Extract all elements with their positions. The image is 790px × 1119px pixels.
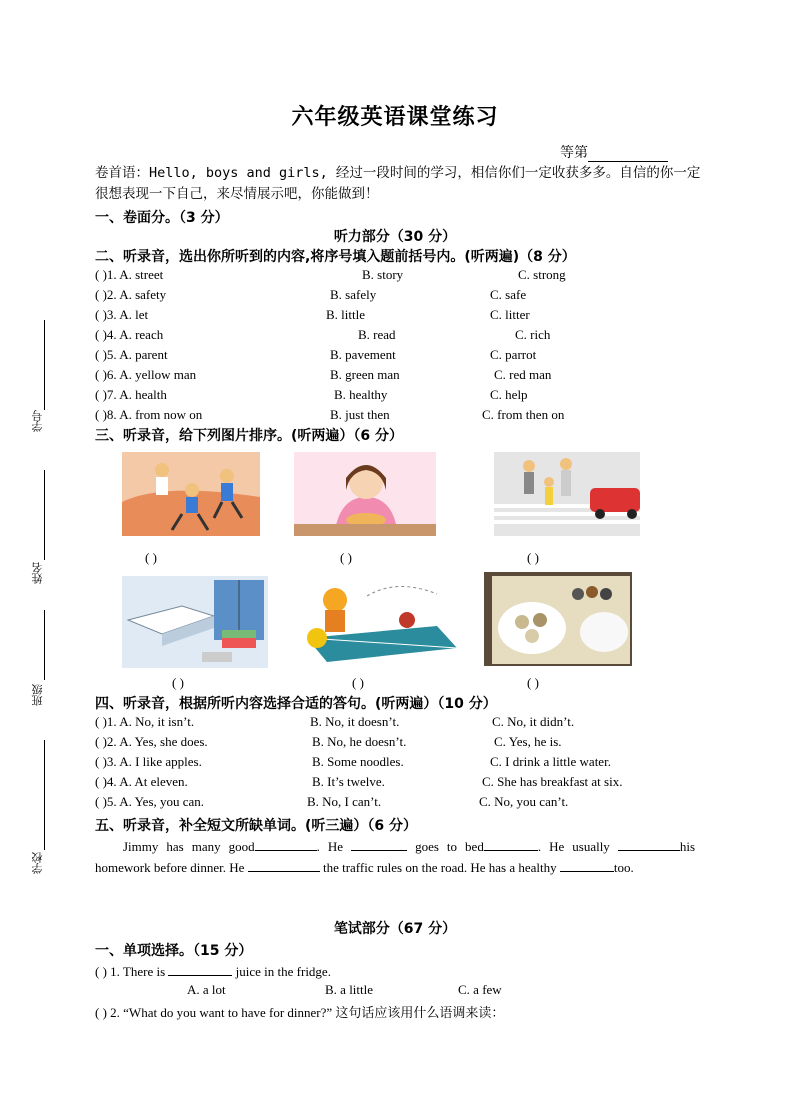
picture-6-answer[interactable]: ( ) xyxy=(527,675,539,690)
sec2-item-8-stem: ( )8. A. from now on xyxy=(95,407,203,422)
listening-title: 听力部分（30 分） xyxy=(333,229,457,245)
crosswalk-image xyxy=(494,452,640,536)
section-1-heading: 一、卷面分。（3 分） xyxy=(95,210,229,226)
question-1-option-c[interactable]: C. a few xyxy=(458,982,502,997)
sec2-item-3-option-b[interactable]: B. little xyxy=(326,307,365,322)
sec2-item-5-option-c[interactable]: C. parrot xyxy=(490,347,537,362)
sec2-item-7-option-b[interactable]: B. healthy xyxy=(334,387,388,402)
sec2-item-4-option-b[interactable]: B. read xyxy=(358,327,396,342)
picture-2-answer[interactable]: ( ) xyxy=(340,550,352,565)
sec2-item-2-stem: ( )2. A. safety xyxy=(95,287,167,302)
ping-pong-image xyxy=(287,576,461,668)
sec4-item-3-stem: ( )3. A. I like apples. xyxy=(95,754,202,769)
cloze-text-5: his homework before dinner. He xyxy=(95,839,695,875)
cloze-text-4: . He usually xyxy=(537,839,610,854)
cloze-text-6: the traffic rules on the road. He has a healthy xyxy=(322,860,557,875)
sec2-item-6-option-b[interactable]: B. green man xyxy=(330,367,400,382)
sec2-item-2-option-b[interactable]: B. safely xyxy=(330,287,377,302)
sec4-item-4-option-b[interactable]: B. It’s twelve. xyxy=(312,774,385,789)
side-label-school: 学校 xyxy=(31,852,44,874)
girl-eating-noodles-image xyxy=(294,452,436,536)
sec2-item-7-stem: ( )7. A. health xyxy=(95,387,167,402)
running-kids-image xyxy=(122,452,260,536)
sec4-item-1-option-b[interactable]: B. No, it doesn’t. xyxy=(310,714,400,729)
picture-3-answer[interactable]: ( ) xyxy=(527,550,539,565)
side-label-class: 班级 xyxy=(31,684,44,706)
picture-4-answer[interactable]: ( ) xyxy=(172,675,184,690)
intro-text: 卷首语：Hello, boys and girls, 经过一段时间的学习，相信你们一定收获多多。自信的你一定很想表现一下自己，来尽情展示吧，你能做到！ xyxy=(95,165,701,202)
sec2-item-2-option-c[interactable]: C. safe xyxy=(490,287,527,302)
sec2-item-6-stem: ( )6. A. yellow man xyxy=(95,367,197,382)
sec2-item-7-option-c[interactable]: C. help xyxy=(490,387,528,402)
cloze-text-1: Jimmy has many good xyxy=(123,839,255,854)
picture-1-answer[interactable]: ( ) xyxy=(145,550,157,565)
picture-5-answer[interactable]: ( ) xyxy=(352,675,364,690)
cloze-text-2: . He xyxy=(316,839,344,854)
question-1-option-a[interactable]: A. a lot xyxy=(187,982,226,997)
sec4-item-1-option-c[interactable]: C. No, it didn’t. xyxy=(492,714,575,729)
question-1-blank[interactable] xyxy=(168,962,232,976)
sec4-item-1-stem: ( )1. A. No, it isn’t. xyxy=(95,714,195,729)
cloze-blank-3[interactable] xyxy=(484,837,538,851)
sec2-item-5-stem: ( )5. A. parent xyxy=(95,347,168,362)
sec4-item-4-stem: ( )4. A. At eleven. xyxy=(95,774,188,789)
sec2-item-1-stem: ( )1. A. street xyxy=(95,267,164,282)
sec2-item-5-option-b[interactable]: B. pavement xyxy=(330,347,396,362)
sec2-item-3-option-c[interactable]: C. litter xyxy=(490,307,530,322)
sec2-item-4-option-c[interactable]: C. rich xyxy=(515,327,551,342)
sec2-item-1-option-b[interactable]: B. story xyxy=(362,267,404,282)
written-title: 笔试部分（67 分） xyxy=(333,921,457,937)
question-2: ( ) 2. “What do you want to have for dinner?” 这句话应该用什么语调来读： xyxy=(95,1005,505,1020)
food-plates-image xyxy=(484,572,632,666)
cloze-blank-5[interactable] xyxy=(248,858,320,872)
sec4-item-2-option-c[interactable]: C. Yes, he is. xyxy=(494,734,562,749)
sec4-item-5-stem: ( )5. A. Yes, you can. xyxy=(95,794,205,809)
section-6-heading: 一、单项选择。（15 分） xyxy=(95,943,253,959)
cloze-blank-6[interactable] xyxy=(560,858,614,872)
bedroom-image xyxy=(122,576,268,668)
sec2-item-4-stem: ( )4. A. reach xyxy=(95,327,164,342)
grade-label: 等第 xyxy=(560,145,588,161)
sec2-item-1-option-c[interactable]: C. strong xyxy=(518,267,566,282)
sec2-item-8-option-b[interactable]: B. just then xyxy=(330,407,390,422)
sec4-item-3-option-c[interactable]: C. I drink a little water. xyxy=(490,754,611,769)
cloze-blank-1[interactable] xyxy=(255,837,317,851)
grade-blank[interactable] xyxy=(588,147,668,162)
sec4-item-2-option-b[interactable]: B. No, he doesn’t. xyxy=(312,734,407,749)
side-label-name: 姓名 xyxy=(31,562,44,584)
question-1-rest: juice in the fridge. xyxy=(235,964,331,979)
section-5-heading: 五、听录音，补全短文所缺单词。(听三遍）（6 分） xyxy=(95,818,418,834)
side-label-number: 学号 xyxy=(31,410,44,432)
section-2-heading: 二、听录音，选出你所听到的内容,将序号填入题前括号内。(听两遍)（8 分） xyxy=(95,249,576,265)
cloze-blank-4[interactable] xyxy=(618,837,680,851)
sec4-item-5-option-c[interactable]: C. No, you can’t. xyxy=(479,794,569,809)
question-1 xyxy=(95,962,331,980)
page-title: 六年级英语课堂练习 xyxy=(291,105,499,130)
sec4-item-5-option-b[interactable]: B. No, I can’t. xyxy=(307,794,382,809)
sec4-item-2-stem: ( )2. A. Yes, she does. xyxy=(95,734,208,749)
section-4-heading: 四、听录音，根据所听内容选择合适的答句。(听两遍）（10 分） xyxy=(95,696,497,712)
question-1-option-b[interactable]: B. a little xyxy=(325,982,374,997)
sec2-item-8-option-c[interactable]: C. from then on xyxy=(482,407,565,422)
question-1-stem: ( ) 1. There is xyxy=(95,964,166,979)
sec2-item-3-stem: ( )3. A. let xyxy=(95,307,149,322)
sec4-item-4-option-c[interactable]: C. She has breakfast at six. xyxy=(482,774,623,789)
cloze-text-3: goes to bed xyxy=(415,839,484,854)
grade-field xyxy=(560,142,668,162)
section-3-heading: 三、听录音，给下列图片排序。(听两遍）（6 分） xyxy=(95,428,404,444)
cloze-paragraph xyxy=(95,836,695,878)
sec4-item-3-option-b[interactable]: B. Some noodles. xyxy=(312,754,404,769)
cloze-blank-2[interactable] xyxy=(351,837,407,851)
sec2-item-6-option-c[interactable]: C. red man xyxy=(494,367,552,382)
cloze-text-7: too. xyxy=(613,860,634,875)
